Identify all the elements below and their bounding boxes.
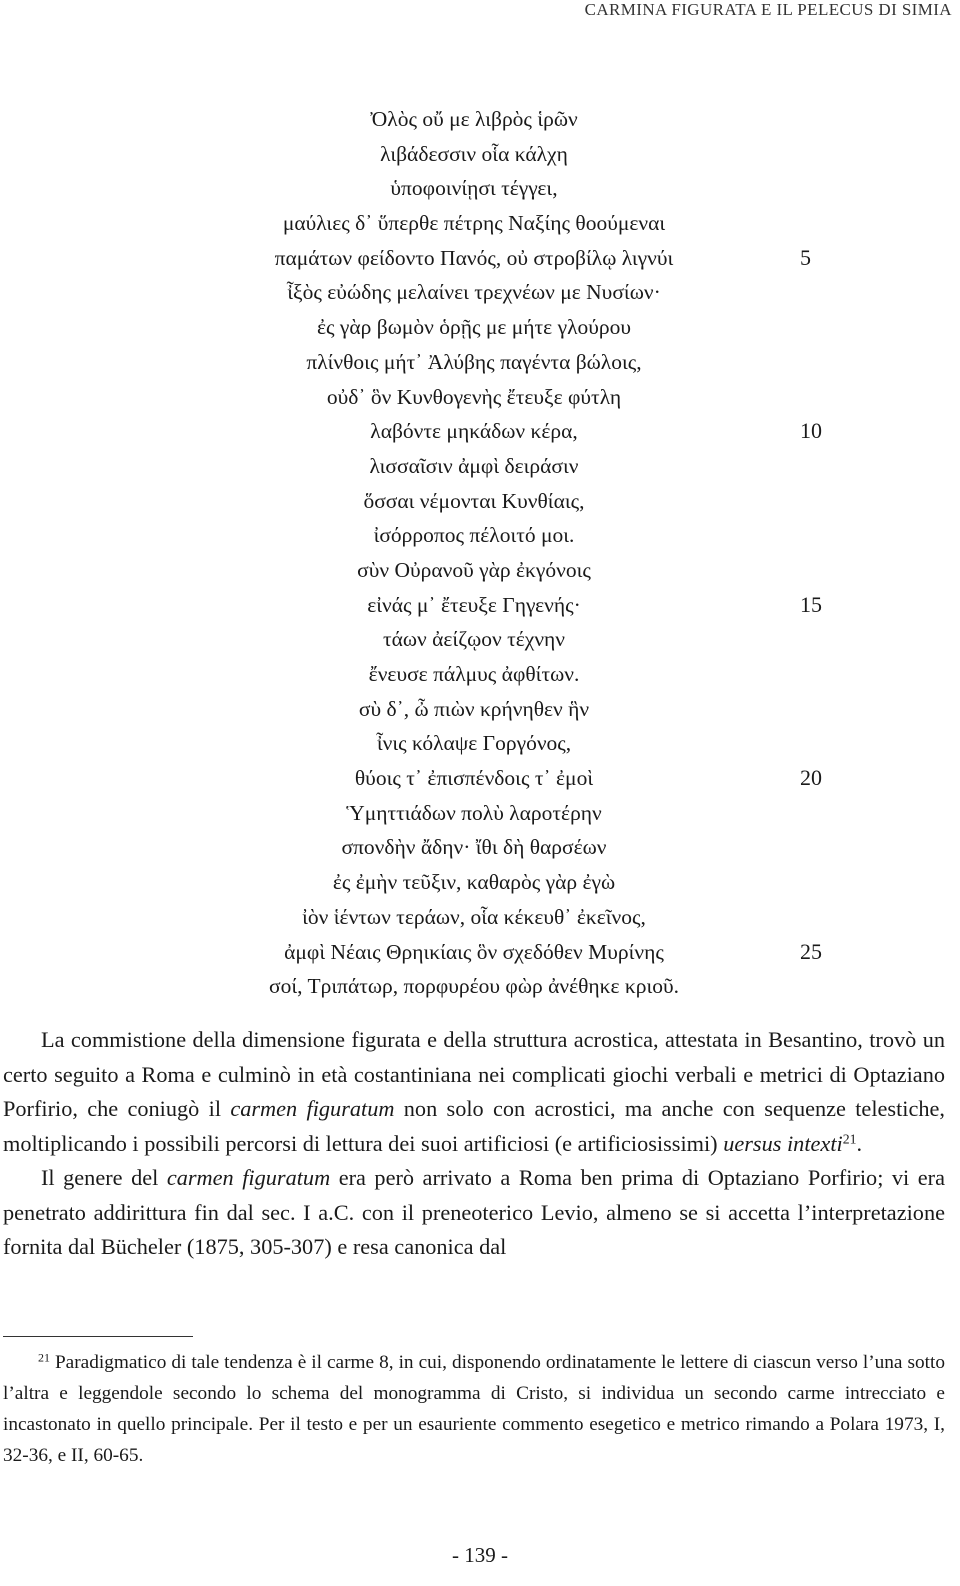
- line-number: 15: [800, 591, 822, 617]
- verse-text: παμάτων φείδοντο Πανός, οὐ στροβίλῳ λιγνύι: [274, 245, 674, 270]
- verse-line: [0, 206, 960, 241]
- verse-line: [0, 518, 960, 553]
- running-head: CARMINA FIGURATA E IL PELECUS DI SIMIA: [584, 0, 952, 19]
- verse-line: [0, 553, 960, 588]
- verse-line: [0, 345, 960, 380]
- line-number: 10: [800, 418, 822, 444]
- paragraph: [3, 1161, 945, 1265]
- verse-line: [0, 622, 960, 657]
- text-run: La commistione della dimensione figurata e della struttura acrostica, attestata in Besantino, trovò un certo seguito a Roma e culminò in età costantiniana nei complicati giochi verbali e metrici di Optaziano Porfirio, che coniugò il: [3, 1027, 945, 1121]
- verse-text: εἰνάς μ᾽ ἔτευξε Γηγενής·: [367, 592, 581, 617]
- verse-text: Ὀλὸς οὔ με λιβρὸς ἱρῶν: [370, 107, 578, 131]
- verse-line: [0, 761, 960, 796]
- line-number: 25: [800, 938, 822, 964]
- verse-text: ἶξὸς εὐώδης μελαίνει τρεχνέων με Νυσίων·: [287, 280, 661, 305]
- poem-pelecus: [0, 102, 960, 1004]
- verse-text: λαβόντε μηκάδων κέρα,: [370, 419, 578, 444]
- page-number: - 139 -: [452, 1543, 508, 1567]
- footnote-number: 21: [38, 1350, 50, 1365]
- verse-line: [0, 414, 960, 449]
- verse-line: [0, 102, 960, 137]
- paragraph: [3, 1023, 945, 1161]
- verse-text: μαύλιες δ᾽ ὕπερθε πέτρης Ναξίης θοούμεναι: [282, 211, 666, 236]
- verse-line: [0, 865, 960, 900]
- line-number: 20: [800, 765, 822, 791]
- verse-line: [0, 275, 960, 310]
- verse-line: [0, 171, 960, 206]
- verse-text: ἰσόρροπος πέλοιτό μοι.: [373, 523, 575, 548]
- verse-line: [0, 657, 960, 692]
- verse-line: [0, 588, 960, 623]
- verse-line: [0, 137, 960, 172]
- footnote-section: [3, 1347, 945, 1471]
- italic-term: carmen figuratum: [166, 1165, 331, 1190]
- verse-text: ἶνις κόλαψε Γοργόνος,: [376, 731, 572, 756]
- verse-text: θύοις τ᾽ ἐπισπένδοις τ᾽ ἐμοὶ: [354, 766, 594, 791]
- verse-text: τάων ἀείζῳον τέχνην: [382, 627, 566, 652]
- text-run: non solo con acrostici, ma anche con sequenze telestiche, moltiplicando i possibili percorsi di lettura dei suoi artificiosi (e artificiosissimi): [3, 1096, 946, 1156]
- italic-term: carmen figuratum: [230, 1096, 395, 1121]
- verse-line: [0, 796, 960, 831]
- verse-text: σὺν Οὐρανοῦ γὰρ ἐκγόνοις: [357, 557, 591, 582]
- verse-text: ὅσσαι νέμονται Κυνθίαις,: [363, 488, 585, 513]
- verse-text: ἰὸν ἱέντων τεράων, οἷα κέκευθ᾽ ἐκεῖνος,: [302, 904, 646, 929]
- verse-text: Ὑμηττιάδων πολὺ λαροτέρην: [346, 800, 602, 825]
- verse-text: σὺ δ᾽, ὦ πιὼν κρήνηθεν ἣν: [358, 696, 590, 721]
- footnote-text: Paradigmatico di tale tendenza è il carme 8, in cui, disponendo ordinatamente le lettere di ciascun verso l’una sotto l’altra e leggendole secondo lo schema del monogramma di Cristo, si individua un secondo carme intrecciato e incastonato in quello principale. Per il testo e per un esauriente commento esegetico e metrico rimando a Polara 1973, I, 32-36, e II, 60-65.: [3, 1352, 945, 1466]
- verse-text: ἐς γὰρ βωμὸν ὁρῇς με μήτε γλούρου: [316, 315, 632, 340]
- verse-line: [0, 310, 960, 345]
- verse-line: [0, 449, 960, 484]
- body-text: [3, 1023, 945, 1265]
- text-run: Il genere del: [41, 1165, 167, 1190]
- verse-line: [0, 692, 960, 727]
- verse-line: [0, 830, 960, 865]
- verse-line: [0, 726, 960, 761]
- verse-text: σοί, Τριπάτωρ, πορφυρέου φὼρ ἀνέθηκε κριοῦ.: [268, 974, 680, 999]
- verse-text: οὐδ᾽ ὃν Κυνθογενὴς ἔτευξε φύτλη: [326, 384, 622, 409]
- footnote-ref[interactable]: 21: [842, 1130, 857, 1146]
- footnote: [3, 1347, 945, 1471]
- line-number: 5: [800, 244, 811, 270]
- text-run: era però arrivato a Roma ben prima di Optaziano Porfirio; vi era penetrato addirittura fin dal sec. I a.C. con il preneoterico Levio, almeno se si accetta l’interpretazione fornita dal Bücheler (1875, 305-307) e resa canonica dal: [3, 1165, 945, 1259]
- verse-text: ἔνευσε πάλμυς ἀφθίτων.: [368, 662, 580, 686]
- verse-line: [0, 380, 960, 415]
- verse-text: ἐς ἐμὴν τεῦξιν, καθαρὸς γὰρ ἐγὼ: [332, 870, 616, 895]
- verse-line: [0, 484, 960, 519]
- verse-text: ὑποφοινίῃσι τέγγει,: [390, 176, 558, 201]
- verse-line: [0, 900, 960, 935]
- verse-line: [0, 241, 960, 276]
- text-run: .: [856, 1130, 863, 1156]
- verse-text: λισσαῖσιν ἀμφὶ δειράσιν: [369, 453, 579, 478]
- verse-line: [0, 969, 960, 1004]
- verse-text: ἀμφὶ Νέαις Θρηικίαις ὃν σχεδόθεν Μυρίνης: [284, 939, 664, 964]
- verse-text: πλίνθοις μήτ᾽ Ἀλύβης παγέντα βώλοις,: [306, 349, 642, 374]
- italic-term: uersus intexti: [723, 1130, 843, 1156]
- footnote-separator: [3, 1336, 193, 1337]
- verse-text: σπονδὴν ἄδην· ἴθι δὴ θαρσέων: [341, 835, 607, 860]
- verse-text: λιβάδεσσιν οἷα κάλχη: [380, 141, 568, 166]
- verse-line: [0, 935, 960, 970]
